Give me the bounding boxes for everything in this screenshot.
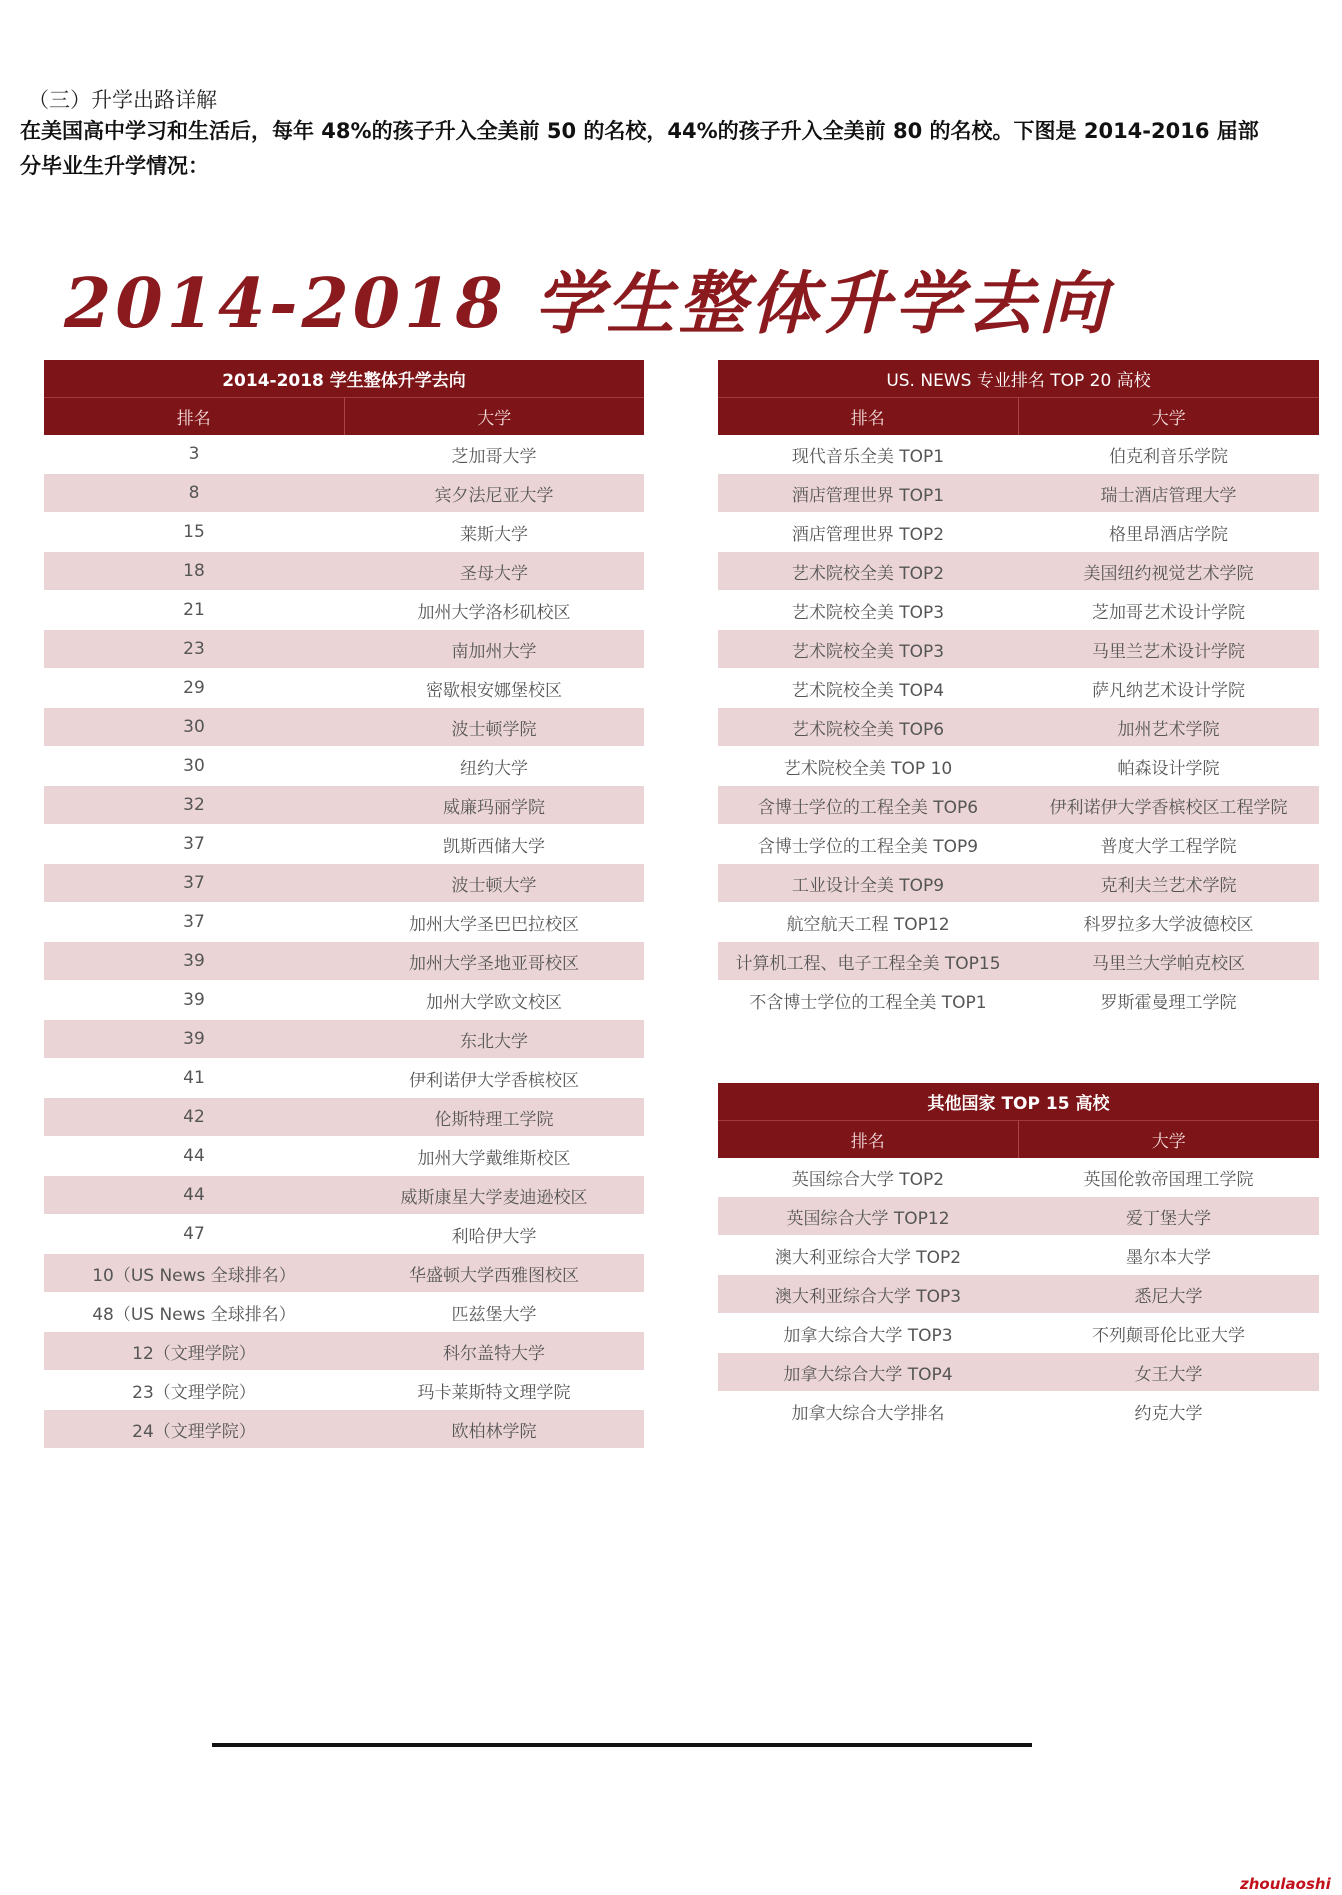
intro-line: 分毕业生升学情况： xyxy=(20,154,209,178)
university-cell: 圣母大学 xyxy=(344,552,644,591)
rank-cell: 澳大利亚综合大学 TOP3 xyxy=(718,1275,1018,1314)
table-row xyxy=(718,903,1319,942)
rank-cell: 10（US News 全球排名） xyxy=(44,1254,344,1293)
intro-line: 在美国高中学习和生活后，每年 48%的孩子升入全美前 50 的名校，44%的孩子升入全美前 80 的名校。下图是 2014-2016 届部 xyxy=(20,119,1259,143)
rank-cell: 37 xyxy=(44,903,344,942)
rank-cell: 含博士学位的工程全美 TOP9 xyxy=(718,825,1018,864)
column-header-university: 大学 xyxy=(344,398,644,436)
rank-cell: 含博士学位的工程全美 TOP6 xyxy=(718,786,1018,825)
rank-cell: 47 xyxy=(44,1215,344,1254)
table-row xyxy=(44,942,644,981)
rank-cell: 29 xyxy=(44,669,344,708)
table-row xyxy=(44,1098,644,1137)
rank-cell: 37 xyxy=(44,864,344,903)
rank-cell: 41 xyxy=(44,1059,344,1098)
table-row xyxy=(44,903,644,942)
table-row xyxy=(718,1236,1319,1275)
table-row xyxy=(44,864,644,903)
rank-cell: 48（US News 全球排名） xyxy=(44,1293,344,1332)
university-cell: 克利夫兰艺术学院 xyxy=(1018,864,1319,903)
table-row xyxy=(44,1020,644,1059)
university-cell: 华盛顿大学西雅图校区 xyxy=(344,1254,644,1293)
table-row xyxy=(44,825,644,864)
university-cell: 东北大学 xyxy=(344,1020,644,1059)
university-cell: 加州大学欧文校区 xyxy=(344,981,644,1020)
university-cell: 墨尔本大学 xyxy=(1018,1236,1319,1275)
rank-cell: 42 xyxy=(44,1098,344,1137)
rank-cell: 酒店管理世界 TOP1 xyxy=(718,474,1018,513)
table-row xyxy=(718,1275,1319,1314)
rank-cell: 航空航天工程 TOP12 xyxy=(718,903,1018,942)
table-row xyxy=(718,747,1319,786)
university-cell: 波士顿学院 xyxy=(344,708,644,747)
column-header-university: 大学 xyxy=(1018,1121,1319,1159)
table-row xyxy=(44,591,644,630)
table-row xyxy=(718,864,1319,903)
rank-cell: 39 xyxy=(44,981,344,1020)
table-row xyxy=(44,1293,644,1332)
table-row xyxy=(44,1215,644,1254)
university-cell: 加州大学圣巴巴拉校区 xyxy=(344,903,644,942)
university-cell: 伊利诺伊大学香槟校区工程学院 xyxy=(1018,786,1319,825)
table-row xyxy=(44,1137,644,1176)
university-cell: 威廉玛丽学院 xyxy=(344,786,644,825)
university-cell: 威斯康星大学麦迪逊校区 xyxy=(344,1176,644,1215)
rank-cell: 工业设计全美 TOP9 xyxy=(718,864,1018,903)
rank-cell: 39 xyxy=(44,942,344,981)
rank-cell: 12（文理学院） xyxy=(44,1332,344,1371)
rank-cell: 艺术院校全美 TOP6 xyxy=(718,708,1018,747)
section-heading: （三）升学出路详解 xyxy=(28,88,217,112)
table-row xyxy=(718,1392,1319,1431)
university-cell: 密歇根安娜堡校区 xyxy=(344,669,644,708)
rank-cell: 加拿大综合大学 TOP3 xyxy=(718,1314,1018,1353)
university-cell: 格里昂酒店学院 xyxy=(1018,513,1319,552)
rank-cell: 15 xyxy=(44,513,344,552)
rank-cell: 艺术院校全美 TOP2 xyxy=(718,552,1018,591)
rank-cell: 21 xyxy=(44,591,344,630)
rank-cell: 8 xyxy=(44,474,344,513)
university-cell: 加州大学洛杉矶校区 xyxy=(344,591,644,630)
table-row xyxy=(44,1371,644,1410)
university-cell: 普度大学工程学院 xyxy=(1018,825,1319,864)
column-header-rank: 排名 xyxy=(44,398,344,436)
university-cell: 波士顿大学 xyxy=(344,864,644,903)
table-row xyxy=(718,1314,1319,1353)
rank-cell: 加拿大综合大学 TOP4 xyxy=(718,1353,1018,1392)
table-row xyxy=(718,474,1319,513)
table-row xyxy=(44,435,644,474)
university-cell: 利哈伊大学 xyxy=(344,1215,644,1254)
table-row xyxy=(718,825,1319,864)
table-row xyxy=(718,1197,1319,1236)
rank-cell: 艺术院校全美 TOP3 xyxy=(718,591,1018,630)
table-row xyxy=(44,1332,644,1371)
university-cell: 英国伦敦帝国理工学院 xyxy=(1018,1158,1319,1197)
rank-cell: 加拿大综合大学排名 xyxy=(718,1392,1018,1431)
university-cell: 南加州大学 xyxy=(344,630,644,669)
university-cell: 科罗拉多大学波德校区 xyxy=(1018,903,1319,942)
university-cell: 芝加哥大学 xyxy=(344,435,644,474)
table-row xyxy=(44,630,644,669)
rank-cell: 艺术院校全美 TOP 10 xyxy=(718,747,1018,786)
university-cell: 伦斯特理工学院 xyxy=(344,1098,644,1137)
table-row xyxy=(44,708,644,747)
rank-cell: 澳大利亚综合大学 TOP2 xyxy=(718,1236,1018,1275)
university-cell: 凯斯西储大学 xyxy=(344,825,644,864)
rank-cell: 44 xyxy=(44,1137,344,1176)
university-cell: 伯克利音乐学院 xyxy=(1018,435,1319,474)
footer-divider xyxy=(212,1743,1032,1747)
table-row xyxy=(44,1254,644,1293)
university-cell: 悉尼大学 xyxy=(1018,1275,1319,1314)
university-cell: 莱斯大学 xyxy=(344,513,644,552)
rank-cell: 酒店管理世界 TOP2 xyxy=(718,513,1018,552)
table-row xyxy=(718,981,1319,1020)
university-cell: 马里兰艺术设计学院 xyxy=(1018,630,1319,669)
table-row xyxy=(44,513,644,552)
usnews-major-ranking-table xyxy=(718,360,1319,1020)
rank-cell: 艺术院校全美 TOP4 xyxy=(718,669,1018,708)
table-row xyxy=(44,474,644,513)
table-row xyxy=(718,630,1319,669)
university-cell: 芝加哥艺术设计学院 xyxy=(1018,591,1319,630)
table-row xyxy=(718,669,1319,708)
university-cell: 马里兰大学帕克校区 xyxy=(1018,942,1319,981)
table-title: 2014-2018 学生整体升学去向 xyxy=(44,360,644,398)
university-cell: 萨凡纳艺术设计学院 xyxy=(1018,669,1319,708)
table-row xyxy=(718,942,1319,981)
rank-cell: 18 xyxy=(44,552,344,591)
table-row xyxy=(44,552,644,591)
university-cell: 欧柏林学院 xyxy=(344,1410,644,1449)
table-row xyxy=(44,1059,644,1098)
university-cell: 瑞士酒店管理大学 xyxy=(1018,474,1319,513)
university-cell: 宾夕法尼亚大学 xyxy=(344,474,644,513)
rank-cell: 艺术院校全美 TOP3 xyxy=(718,630,1018,669)
rank-cell: 30 xyxy=(44,747,344,786)
table-row xyxy=(718,708,1319,747)
table-title: 其他国家 TOP 15 高校 xyxy=(718,1083,1319,1121)
rank-cell: 23 xyxy=(44,630,344,669)
column-header-rank: 排名 xyxy=(718,398,1018,436)
table-row xyxy=(718,1158,1319,1197)
rank-cell: 英国综合大学 TOP12 xyxy=(718,1197,1018,1236)
rank-cell: 不含博士学位的工程全美 TOP1 xyxy=(718,981,1018,1020)
university-cell: 爱丁堡大学 xyxy=(1018,1197,1319,1236)
table-row xyxy=(718,513,1319,552)
university-cell: 美国纽约视觉艺术学院 xyxy=(1018,552,1319,591)
table-row xyxy=(44,1176,644,1215)
table-row xyxy=(44,786,644,825)
university-cell: 约克大学 xyxy=(1018,1392,1319,1431)
table-row xyxy=(718,591,1319,630)
table-row xyxy=(44,747,644,786)
table-row xyxy=(718,786,1319,825)
table-row xyxy=(44,1410,644,1449)
table-row xyxy=(44,669,644,708)
banner-title: 2014-2018 学生整体升学去向 xyxy=(64,264,1111,344)
university-cell: 加州艺术学院 xyxy=(1018,708,1319,747)
column-header-rank: 排名 xyxy=(718,1121,1018,1159)
university-cell: 伊利诺伊大学香槟校区 xyxy=(344,1059,644,1098)
rank-cell: 32 xyxy=(44,786,344,825)
rank-cell: 计算机工程、电子工程全美 TOP15 xyxy=(718,942,1018,981)
column-header-university: 大学 xyxy=(1018,398,1319,436)
university-cell: 罗斯霍曼理工学院 xyxy=(1018,981,1319,1020)
rank-cell: 44 xyxy=(44,1176,344,1215)
table-row xyxy=(718,435,1319,474)
rank-cell: 37 xyxy=(44,825,344,864)
rank-cell: 30 xyxy=(44,708,344,747)
university-cell: 帕森设计学院 xyxy=(1018,747,1319,786)
university-cell: 纽约大学 xyxy=(344,747,644,786)
table-row xyxy=(718,1353,1319,1392)
rank-cell: 24（文理学院） xyxy=(44,1410,344,1449)
university-cell: 女王大学 xyxy=(1018,1353,1319,1392)
university-cell: 玛卡莱斯特文理学院 xyxy=(344,1371,644,1410)
rank-cell: 39 xyxy=(44,1020,344,1059)
table-title: US. NEWS 专业排名 TOP 20 高校 xyxy=(718,360,1319,398)
rank-cell: 3 xyxy=(44,435,344,474)
main-admissions-table xyxy=(44,360,644,1449)
rank-cell: 现代音乐全美 TOP1 xyxy=(718,435,1018,474)
table-row xyxy=(718,552,1319,591)
university-cell: 科尔盖特大学 xyxy=(344,1332,644,1371)
university-cell: 匹兹堡大学 xyxy=(344,1293,644,1332)
university-cell: 加州大学戴维斯校区 xyxy=(344,1137,644,1176)
rank-cell: 23（文理学院） xyxy=(44,1371,344,1410)
table-row xyxy=(44,981,644,1020)
intro-paragraph xyxy=(20,114,1320,184)
watermark-logo: zhoulaoshi xyxy=(1240,1875,1331,1893)
university-cell: 加州大学圣地亚哥校区 xyxy=(344,942,644,981)
other-countries-table xyxy=(718,1083,1319,1431)
university-cell: 不列颠哥伦比亚大学 xyxy=(1018,1314,1319,1353)
rank-cell: 英国综合大学 TOP2 xyxy=(718,1158,1018,1197)
